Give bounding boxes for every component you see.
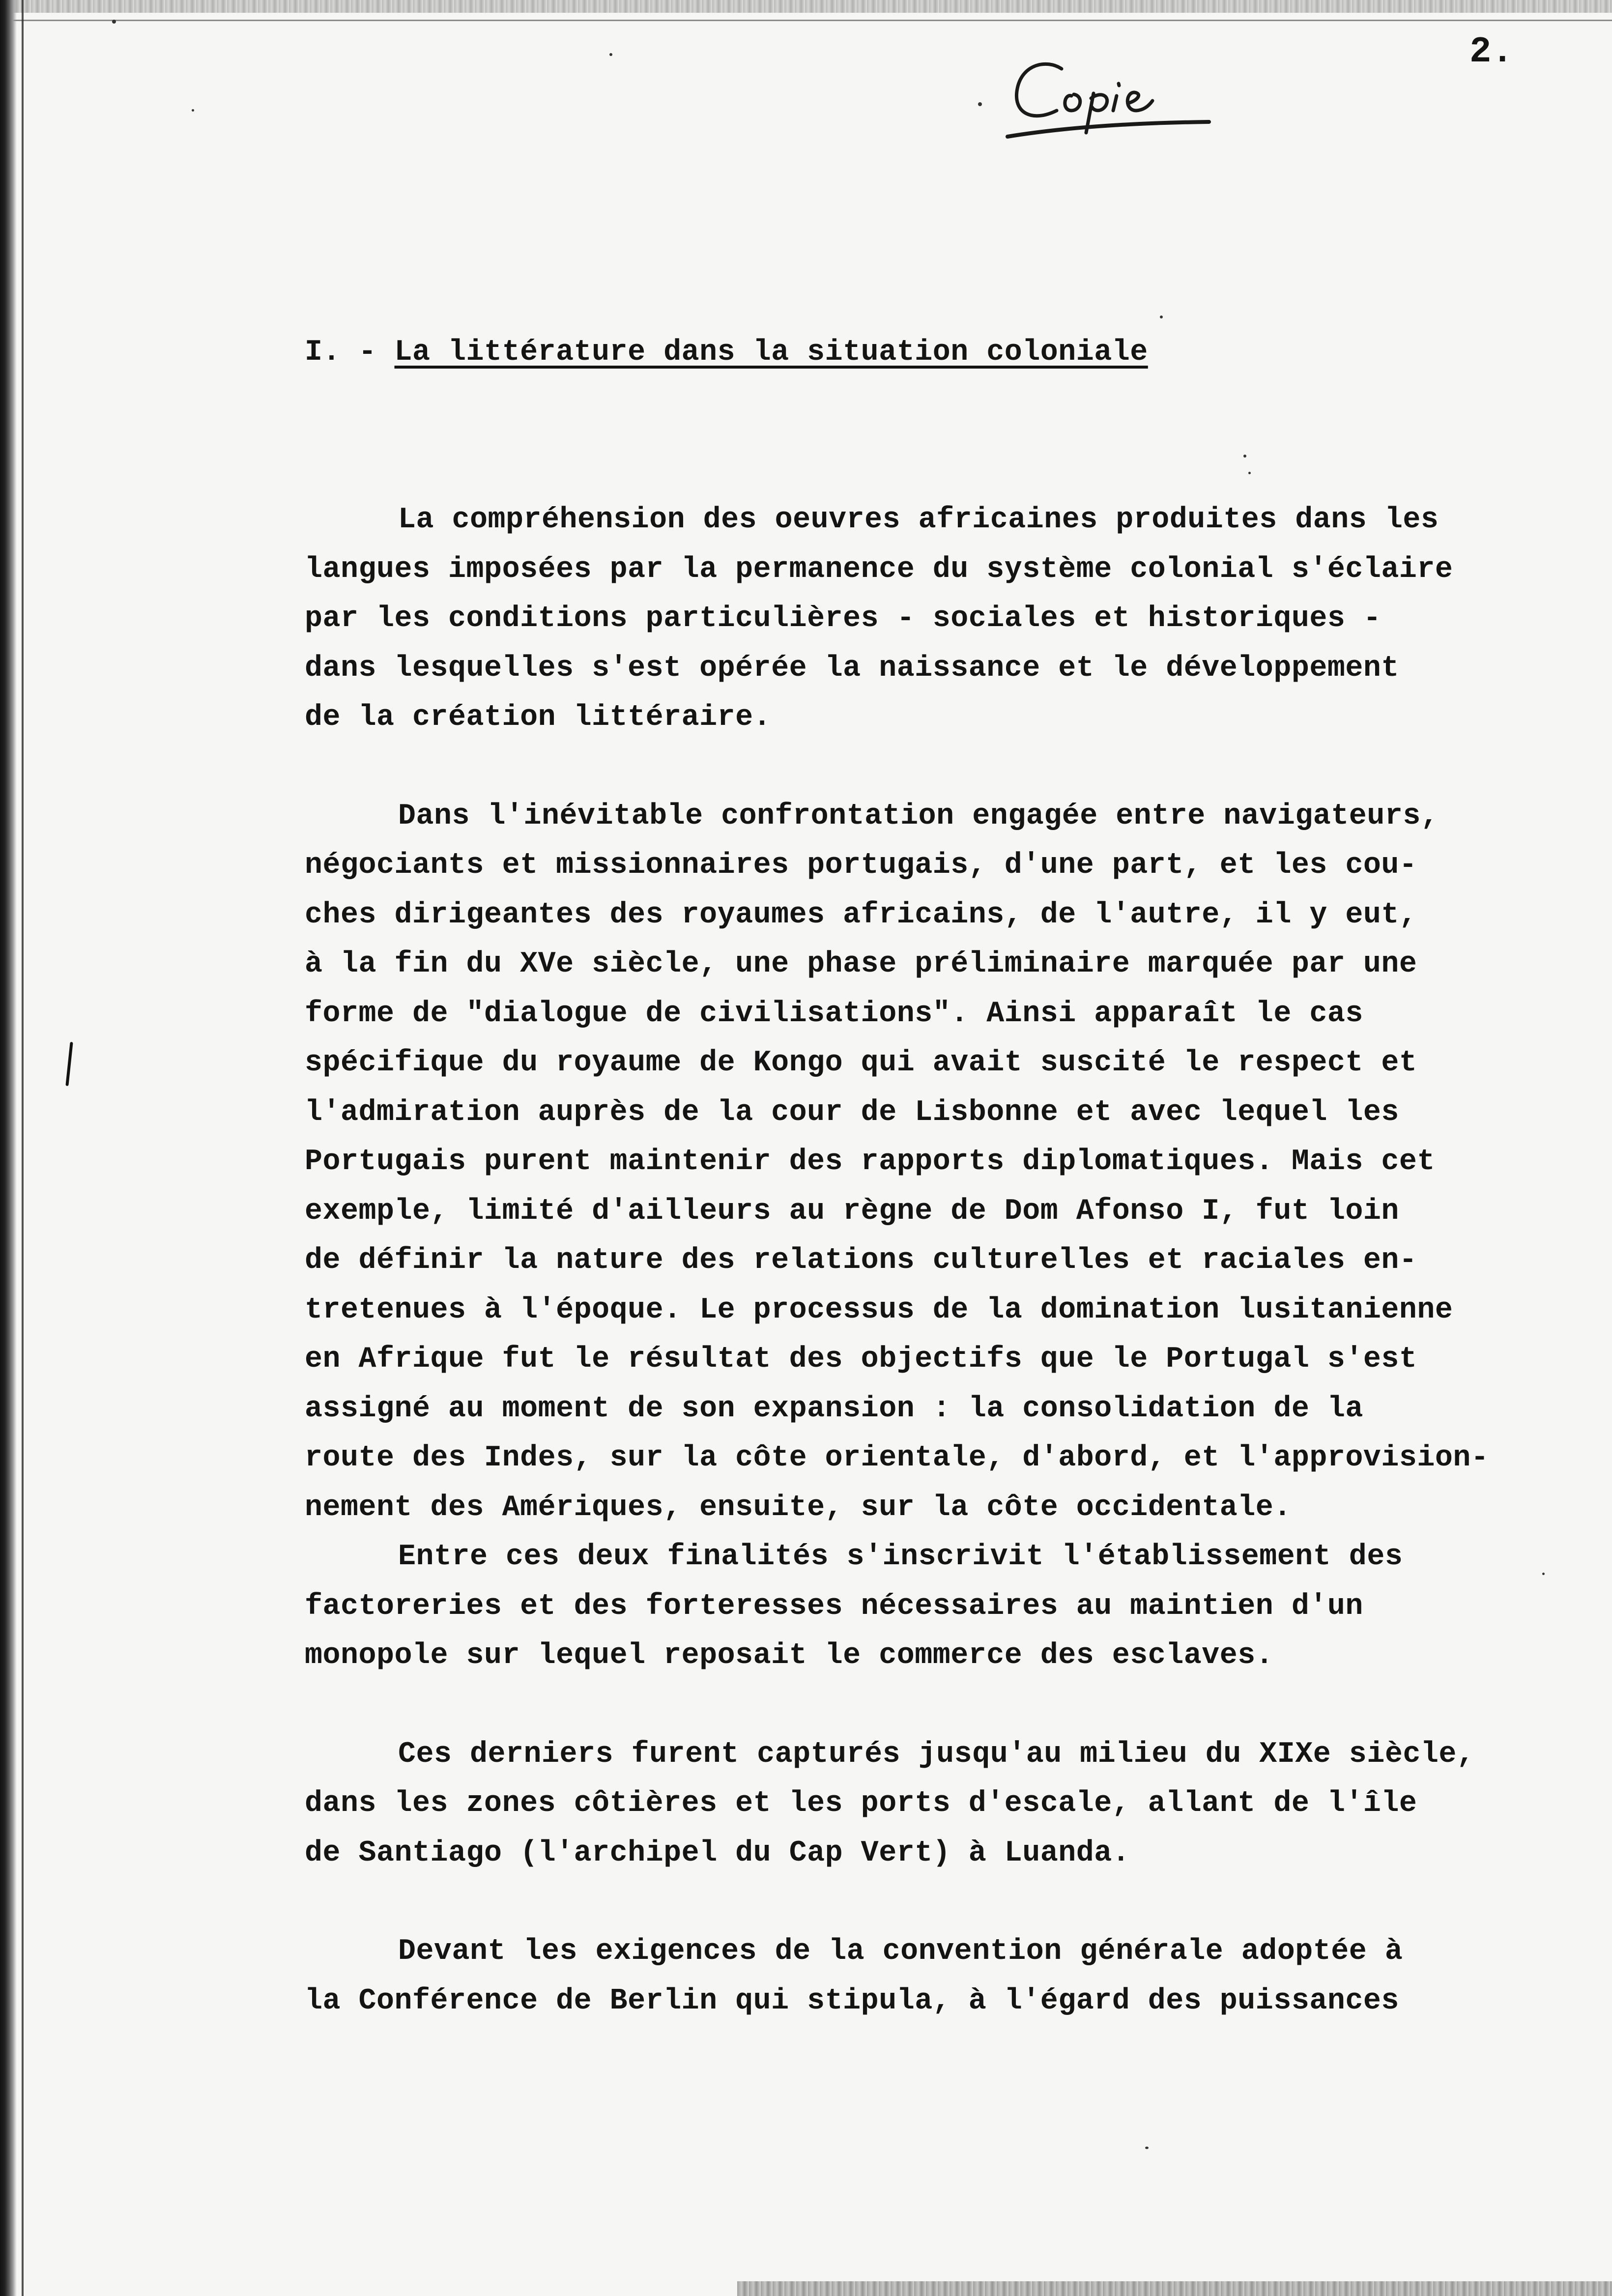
section-heading — [305, 336, 1148, 369]
scan-speck — [1248, 472, 1251, 474]
section-title: La littérature dans la situation coloniale — [394, 336, 1148, 369]
scan-edge-top — [0, 0, 1612, 13]
text-line: Portugais purent maintenir des rapports diplomatiques. Mais cet — [305, 1145, 1435, 1178]
paragraph — [305, 792, 1602, 1533]
section-number: I. - — [305, 336, 395, 369]
text-line: par les conditions particulières - sociales et historiques - — [305, 602, 1382, 635]
text-line: route des Indes, sur la côte orientale, d'abord, et l'approvision- — [305, 1441, 1489, 1475]
text-line: Dans l'inévitable confrontation engagée entre navigateurs, — [398, 799, 1439, 833]
scan-edge-left-line — [22, 0, 24, 2296]
scan-speck — [1145, 2147, 1149, 2149]
scan-edge-left — [0, 0, 17, 2296]
paragraph-gap — [305, 1681, 1602, 1730]
text-line: à la fin du XVe siècle, une phase préliminaire marquée par une — [305, 947, 1417, 981]
text-line: tretenues à l'époque. Le processus de la domination lusitanienne — [305, 1293, 1453, 1327]
text-line: dans les zones côtières et les ports d'escale, allant de l'île — [305, 1787, 1417, 1820]
text-line: de définir la nature des relations culturelles et raciales en- — [305, 1244, 1417, 1277]
text-line: ches dirigeantes des royaumes africains, de l'autre, il y eut, — [305, 898, 1417, 932]
text-line: La compréhension des oeuvres africaines produites dans les — [398, 503, 1439, 537]
scan-speck — [609, 53, 612, 56]
scan-speck — [978, 102, 982, 106]
text-line: en Afrique fut le résultat des objectifs que le Portugal s'est — [305, 1343, 1417, 1376]
text-line: l'admiration auprès de la cour de Lisbonne et avec lequel les — [305, 1095, 1399, 1129]
margin-pen-mark — [65, 1042, 73, 1086]
text-line: factoreries et des forteresses nécessaires au maintien d'un — [305, 1589, 1363, 1623]
paragraph-gap — [305, 1878, 1602, 1927]
copie-handwriting-icon — [1003, 49, 1214, 147]
text-line: nement des Amériques, ensuite, sur la côte occidentale. — [305, 1491, 1292, 1524]
paragraph — [305, 1730, 1602, 1878]
text-line: exemple, limité d'ailleurs au règne de Dom Afonso I, fut loin — [305, 1194, 1399, 1228]
text-line: Ces derniers furent capturés jusqu'au milieu du XIXe siècle, — [398, 1737, 1475, 1771]
text-line: assigné au moment de son expansion : la consolidation de la — [305, 1392, 1363, 1426]
text-line: de Santiago (l'archipel du Cap Vert) à Luanda. — [305, 1836, 1130, 1870]
scan-speck — [192, 109, 194, 112]
paragraph — [305, 495, 1602, 743]
scan-speck — [112, 20, 116, 24]
text-line: la Conférence de Berlin qui stipula, à l'égard des puissances — [305, 1984, 1399, 2018]
body-text — [305, 495, 1602, 2026]
scan-edge-top-line — [0, 20, 1612, 21]
text-line: langues imposées par la permanence du système colonial s'éclaire — [305, 552, 1453, 586]
text-line: Entre ces deux finalités s'inscrivit l'établissement des — [398, 1540, 1403, 1574]
paragraph-gap — [305, 743, 1602, 792]
copie-handwritten-annotation — [1003, 49, 1214, 147]
scan-edge-bottom — [737, 2281, 1612, 2296]
scan-speck — [1243, 455, 1246, 458]
page-number: 2. — [1469, 31, 1514, 73]
scan-speck — [1160, 316, 1163, 318]
paragraph — [305, 1927, 1602, 2026]
text-line: de la création littéraire. — [305, 701, 772, 734]
text-line: Devant les exigences de la convention générale adoptée à — [398, 1935, 1403, 1968]
text-line: négociants et missionnaires portugais, d'une part, et les cou- — [305, 849, 1417, 882]
text-line: dans lesquelles s'est opérée la naissance et le développement — [305, 651, 1399, 685]
text-line: spécifique du royaume de Kongo qui avait suscité le respect et — [305, 1046, 1417, 1080]
paragraph — [305, 1532, 1602, 1681]
text-line: forme de "dialogue de civilisations". Ainsi apparaît le cas — [305, 997, 1363, 1031]
text-line: monopole sur lequel reposait le commerce des esclaves. — [305, 1639, 1274, 1672]
